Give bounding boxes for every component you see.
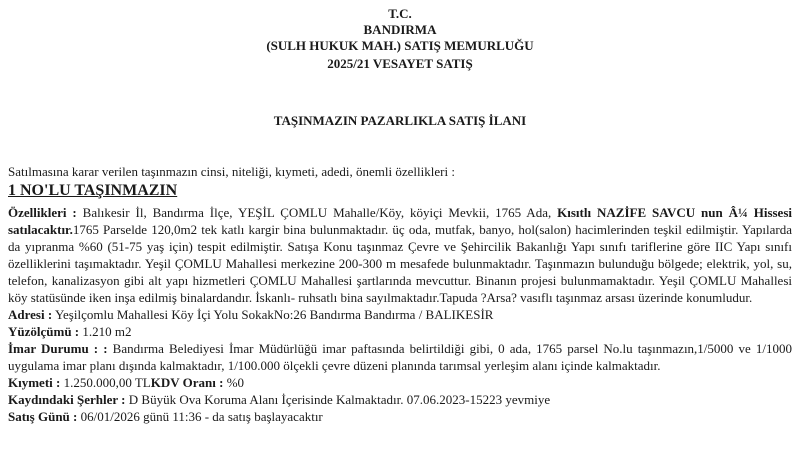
- sale-day-row: [8, 408, 792, 425]
- property-details: [8, 204, 792, 425]
- zoning-label: İmar Durumu : :: [8, 341, 108, 356]
- address-value: Yeşilçomlu Mahallesi Köy İçi Yolu SokakNo:26 Bandırma Bandırma / BALIKESİR: [52, 307, 494, 322]
- notice-title: TAŞINMAZIN PAZARLIKLA SATIŞ İLANI: [273, 113, 527, 128]
- header-tc: T.C.: [388, 6, 412, 21]
- features-bold-text: Kısıtlı NAZİFE SAVCU nun Â¼ Hissesi satılacaktır.: [8, 205, 792, 237]
- header-city: BANDIRMA: [363, 22, 437, 37]
- area-row: [8, 323, 792, 340]
- features-paragraph: [8, 204, 792, 306]
- address-label: Adresi :: [8, 307, 53, 322]
- section-title: 1 NO'LU TAŞINMAZIN: [8, 182, 178, 199]
- registered-label: Kaydındaki Şerhler :: [8, 392, 126, 407]
- address-row: [8, 306, 792, 323]
- features-text-1: Balıkesir İl, Bandırma İlçe, YEŞİL ÇOMLU Mahalle/Köy, köyiçi Mevkii, 1765 Ada,: [76, 205, 558, 220]
- kdv-label: KDV Oranı :: [150, 375, 224, 390]
- kdv-value: %0: [223, 375, 245, 390]
- area-label: Yüzölçümü :: [8, 324, 80, 339]
- zoning-value: Bandırma Belediyesi İmar Müdürlüğü imar paftasında belirtildiği gibi, 0 ada, 1765 parsel No.lu taşınmazın,1/5000 ve 1/1000 uygulama imar planı dışında kalmaktadır, 1/100.000 ölçekli çevre düzeni planında tarımsal yerleşim alanı içinde kalmaktadır.: [8, 341, 792, 373]
- value-amount: 1.250.000,00 TL: [60, 375, 151, 390]
- value-label: Kıymeti :: [8, 375, 61, 390]
- registered-row: [8, 391, 792, 408]
- features-label: Özellikleri :: [8, 205, 77, 220]
- sale-day-label: Satış Günü :: [8, 409, 78, 424]
- registered-value: D Büyük Ova Koruma Alanı İçerisinde Kalmaktadır. 07.06.2023-15223 yevmiye: [125, 392, 551, 407]
- sale-day-value: 06/01/2026 günü 11:36 - da satış başlayacaktır: [77, 409, 323, 424]
- features-text-2: 1765 Parselde 120,0m2 tek katlı kargir bina bulunmaktadır. üç oda, mutfak, banyo, hol(salon) hacimlerinden teşkil edilmiştir. Yapılarda da yıpranma %60 (51-75 yaş için) tespit edilmiştir. Satışa Konu taşınmaz Çevre ve Şehircilik Bakanlığı Yapı sınıfı tariflerine göre IIC Yapı sınıfı özelliklerini taşımaktadır. Yeşil ÇOMLU Mahallesi merkezine 200-300 m mesafede bulunmaktadır. Taşınmazın bulunduğu bölgede; elektrik, yol, su, telefon, kanalizasyon gibi alt yapı hizmetleri ÇOMLU Mahallesi şartlarında mevcuttur. Binanın projesi bulunmamaktadır. Yeşil ÇOMLU Mahallesi köy statüsünde iken inşa edilmiş binalardandır. İskanlı- ruhsatlı bina sayılmaktadır.Tapuda ?Arsa? vasıflı taşınmaz arsası üzerinde konumludur.: [8, 222, 792, 305]
- header-office: (SULH HUKUK MAH.) SATIŞ MEMURLUĞU: [266, 38, 534, 53]
- header-case-number: 2025/21 VESAYET SATIŞ: [327, 56, 473, 71]
- value-row: [8, 374, 792, 391]
- zoning-row: [8, 340, 792, 374]
- area-value: 1.210 m2: [79, 324, 132, 339]
- intro-text: Satılmasına karar verilen taşınmazın cinsi, niteliği, kıymeti, adedi, önemli özellikleri :: [8, 164, 455, 179]
